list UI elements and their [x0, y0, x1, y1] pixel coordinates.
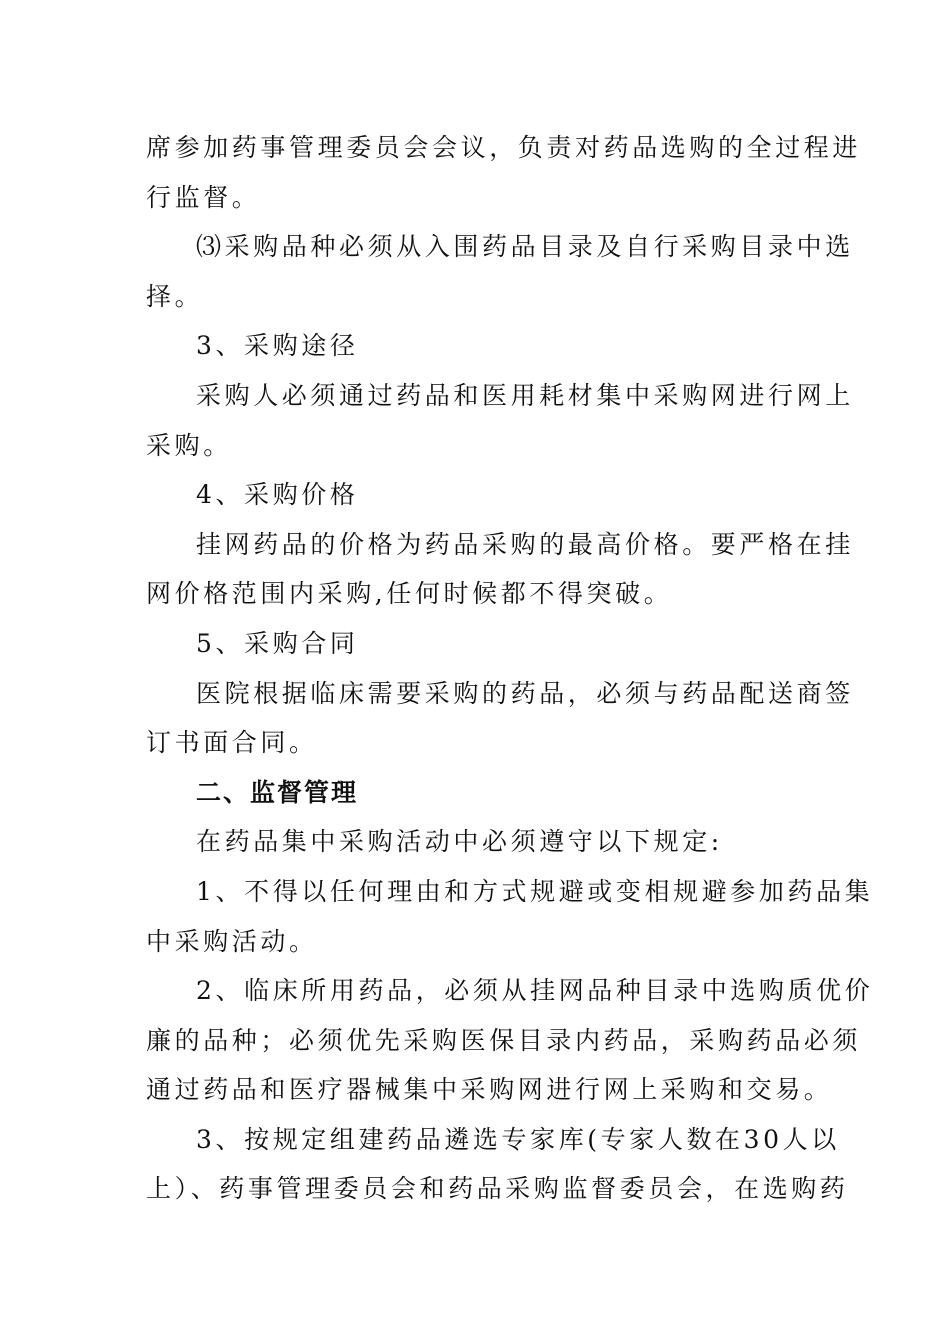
section-heading: 二、监督管理: [196, 777, 359, 807]
text-line: 采购人必须通过药品和医用耗材集中采购网进行网上: [196, 380, 854, 410]
text-line: 席参加药事管理委员会会议，负责对药品选购的全过程进: [146, 133, 862, 162]
subheading-line: 5、采购合同: [196, 628, 359, 658]
text-line: 订书面合同。: [146, 728, 318, 758]
text-line: 3、按规定组建药品遴选专家库(专家人数在30人以: [196, 1124, 840, 1154]
text-line: 医院根据临床需要采购的药品，必须与药品配送商签: [196, 678, 854, 708]
text-line: 行监督。: [146, 182, 261, 212]
text-line: 采购。: [146, 430, 232, 460]
text-line: ⑶采购品种必须从入围药品目录及自行采购目录中选: [196, 232, 854, 262]
text-line: 上）、药事管理委员会和药品采购监督委员会，在选购药: [146, 1174, 849, 1204]
text-line: 网价格范围内采购,任何时候都不得突破。: [146, 579, 673, 609]
text-line: 通过药品和医疗器械集中采购网进行网上采购和交易。: [146, 1075, 833, 1105]
subheading-line: 3、采购途径: [196, 331, 359, 361]
text-line: 中采购活动。: [146, 926, 318, 956]
text-line: 择。: [146, 281, 204, 311]
text-line: 1、不得以任何理由和方式规避或变相规避参加药品集: [196, 876, 874, 906]
text-line: 挂网药品的价格为药品采购的最高价格。要严格在挂: [196, 529, 854, 559]
subheading-line: 4、采购价格: [196, 480, 359, 510]
text-line: 2、临床所用药品，必须从挂网品种目录中选购质优价: [196, 976, 874, 1006]
text-line: 在药品集中采购活动中必须遵守以下规定:: [196, 827, 723, 857]
text-line: 廉的品种；必须优先采购医保目录内药品，采购药品必须: [146, 1025, 862, 1055]
document-body: [146, 123, 874, 1214]
